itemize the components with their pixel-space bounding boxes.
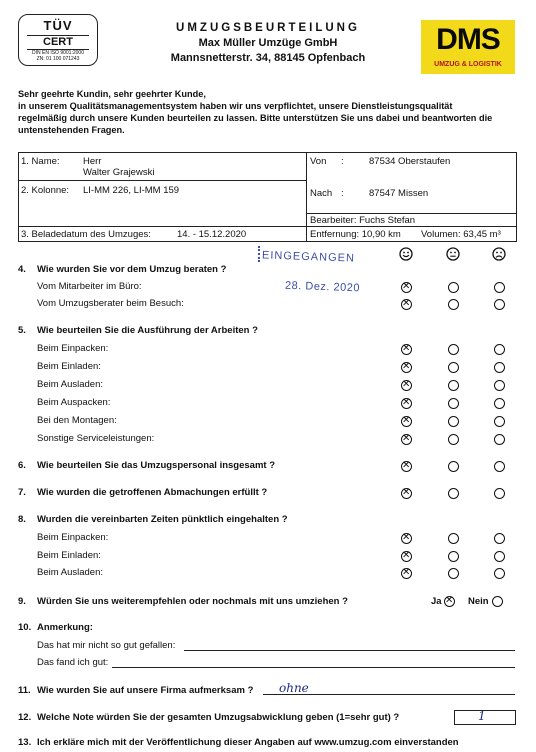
rating-mark: ✕: [402, 397, 411, 408]
beladedatum-label: 3. Beladedatum des Umzuges:: [21, 229, 151, 240]
customer-info-table: [18, 152, 517, 242]
rating-mark: ✕: [402, 532, 411, 543]
rating-option[interactable]: [448, 282, 459, 293]
neutral-face-icon: [446, 247, 460, 261]
dms-logo-subtitle: UMZUG & LOGISTIK: [434, 61, 502, 68]
q9-ja-label: Ja: [431, 596, 442, 607]
q5-number: 5.: [18, 325, 26, 336]
rating-option[interactable]: [494, 380, 505, 391]
rating-mark: ✕: [402, 415, 411, 426]
rating-option[interactable]: [448, 344, 459, 355]
q4-text: Wie wurden Sie vor dem Umzug beraten ?: [37, 264, 227, 275]
volumen-value: Volumen: 63,45 m³: [421, 229, 501, 240]
q10-number: 10.: [18, 622, 32, 633]
rating-mark: ✕: [402, 567, 411, 578]
dms-logo: [421, 20, 515, 74]
received-stamp-date: 28. Dez. 2020: [284, 279, 361, 295]
rating-option[interactable]: [494, 398, 505, 409]
rating-option[interactable]: [448, 568, 459, 579]
company-address: Mannsnetterstr. 34, 88145 Opfenbach: [170, 52, 366, 64]
beladedatum-value: 14. - 15.12.2020: [177, 229, 247, 240]
rating-option[interactable]: [494, 299, 505, 310]
q5-text: Wie beurteilen Sie die Ausführung der Arbeiten ?: [37, 325, 258, 336]
rating-mark: ✕: [402, 379, 411, 390]
q11-number: 11.: [18, 685, 31, 696]
name-salutation: Herr: [83, 156, 102, 167]
rating-mark: ✕: [402, 460, 411, 471]
q8-item-label: Beim Einpacken:: [37, 532, 109, 543]
rating-option[interactable]: [494, 282, 505, 293]
rating-option[interactable]: [448, 299, 459, 310]
q13-number: 13.: [18, 737, 32, 748]
rating-mark: ✕: [402, 343, 411, 354]
q10-good-field[interactable]: [112, 667, 515, 668]
q8-text: Wurden die vereinbarten Zeiten pünktlich eingehalten ?: [37, 514, 288, 525]
q6-number: 6.: [18, 460, 26, 471]
rating-option[interactable]: [494, 344, 505, 355]
tuv-logo-line1: DIN EN ISO 9001:2000: [32, 50, 84, 56]
rating-option[interactable]: [448, 461, 459, 472]
rating-mark: ✕: [402, 433, 411, 444]
q11-text: Wie wurden Sie auf unsere Firma aufmerksam ?: [37, 685, 254, 696]
q5-item-label: Beim Einpacken:: [37, 343, 109, 354]
rating-option[interactable]: [494, 488, 505, 499]
rating-mark: ✕: [402, 361, 411, 372]
received-stamp: EINGEGANGEN: [261, 249, 356, 265]
nach-colon: :: [341, 188, 344, 199]
name-label: 1. Name:: [21, 156, 60, 167]
q13-text: Ich erkläre mich mit der Veröffentlichung dieser Angaben auf www.umzug.com einverstanden: [37, 737, 459, 748]
intro-greeting: Sehr geehrte Kundin, sehr geehrter Kunde,: [18, 89, 206, 99]
kolonne-label: 2. Kolonne:: [21, 185, 70, 196]
rating-mark: ✕: [402, 298, 411, 309]
document-title: UMZUGSBEURTEILUNG: [176, 22, 360, 34]
rating-option[interactable]: [448, 362, 459, 373]
q5-item-label: Beim Auspacken:: [37, 397, 111, 408]
q9-nein-label: Nein: [468, 596, 489, 607]
sad-face-icon: [492, 247, 506, 261]
nach-value: 87547 Missen: [369, 188, 429, 199]
tuv-logo-cert: CERT: [27, 35, 89, 50]
rating-mark: ✕: [402, 550, 411, 561]
company-name: Max Müller Umzüge GmbH: [198, 37, 338, 49]
rating-option[interactable]: [494, 416, 505, 427]
q4-item-label: Vom Mitarbeiter im Büro:: [37, 281, 142, 292]
q5-item-label: Sonstige Serviceleistungen:: [37, 433, 155, 444]
q6-text: Wie beurteilen Sie das Umzugspersonal insgesamt ?: [37, 460, 276, 471]
tuv-logo-brand: TÜV: [43, 18, 73, 33]
q4-item-label: Vom Umzugsberater beim Besuch:: [37, 298, 184, 309]
rating-option[interactable]: [494, 551, 505, 562]
tuv-logo-line2: ZN: 01 100 071243: [36, 56, 80, 62]
q12-answer: 1: [478, 709, 486, 723]
q4-number: 4.: [18, 264, 26, 275]
q12-text: Welche Note würden Sie der gesamten Umzugsabwicklung geben (1=sehr gut) ?: [37, 712, 400, 723]
rating-option[interactable]: [448, 488, 459, 499]
happy-face-icon: [399, 247, 413, 261]
rating-option[interactable]: [448, 416, 459, 427]
rating-option[interactable]: [494, 362, 505, 373]
kolonne-value: LI-MM 226, LI-MM 159: [83, 185, 180, 196]
rating-option[interactable]: [494, 461, 505, 472]
q11-answer: ohne: [279, 681, 309, 695]
q9-number: 9.: [18, 596, 26, 607]
nach-label: Nach: [310, 188, 333, 199]
rating-option[interactable]: [448, 533, 459, 544]
q8-item-label: Beim Einladen:: [37, 550, 101, 561]
von-label: Von: [310, 156, 327, 167]
q10-text: Anmerkung:: [37, 622, 93, 633]
rating-option[interactable]: [448, 551, 459, 562]
q7-text: Wie wurden die getroffenen Abmachungen erfüllt ?: [37, 487, 268, 498]
q7-number: 7.: [18, 487, 26, 498]
q9-ja-mark: ✕: [445, 595, 454, 606]
q12-number: 12.: [18, 712, 32, 723]
q10-bad-field[interactable]: [184, 650, 515, 651]
rating-option[interactable]: [494, 434, 505, 445]
q9-nein-checkbox[interactable]: [492, 596, 503, 607]
q5-item-label: Beim Einladen:: [37, 361, 101, 372]
q8-item-label: Beim Ausladen:: [37, 567, 104, 578]
q8-number: 8.: [18, 514, 26, 525]
rating-option[interactable]: [494, 533, 505, 544]
von-colon: :: [341, 156, 344, 167]
rating-option[interactable]: [494, 568, 505, 579]
von-value: 87534 Oberstaufen: [369, 156, 451, 167]
intro-line-4: untenstehenden Fragen.: [18, 125, 125, 135]
rating-option[interactable]: [448, 398, 459, 409]
customer-name: Walter Grajewski: [83, 167, 155, 178]
dms-logo-text: DMS: [436, 23, 500, 56]
bearbeiter-value: Bearbeiter: Fuchs Stefan: [310, 215, 416, 226]
intro-line-3: regelmäßig durch unsere Kunden beurteilen zu lassen. Bitte unterstützen Sie uns dabei und beantworten die: [18, 113, 493, 123]
q10-bad-label: Das hat mir nicht so gut gefallen:: [37, 640, 176, 651]
q10-good-label: Das fand ich gut:: [37, 657, 109, 668]
q5-item-label: Beim Ausladen:: [37, 379, 104, 390]
intro-line-2: in unserem Qualitätsmanagementsystem haben wir uns verpflichtet, unsere Dienstleistungsqualität: [18, 101, 453, 111]
q9-text: Würden Sie uns weiterempfehlen oder nochmals mit uns umziehen ?: [37, 596, 348, 607]
rating-mark: ✕: [402, 281, 411, 292]
rating-option[interactable]: [448, 434, 459, 445]
rating-option[interactable]: [448, 380, 459, 391]
q5-item-label: Bei den Montagen:: [37, 415, 117, 426]
rating-mark: ✕: [402, 487, 411, 498]
entfernung-value: Entfernung: 10,90 km: [310, 229, 401, 240]
